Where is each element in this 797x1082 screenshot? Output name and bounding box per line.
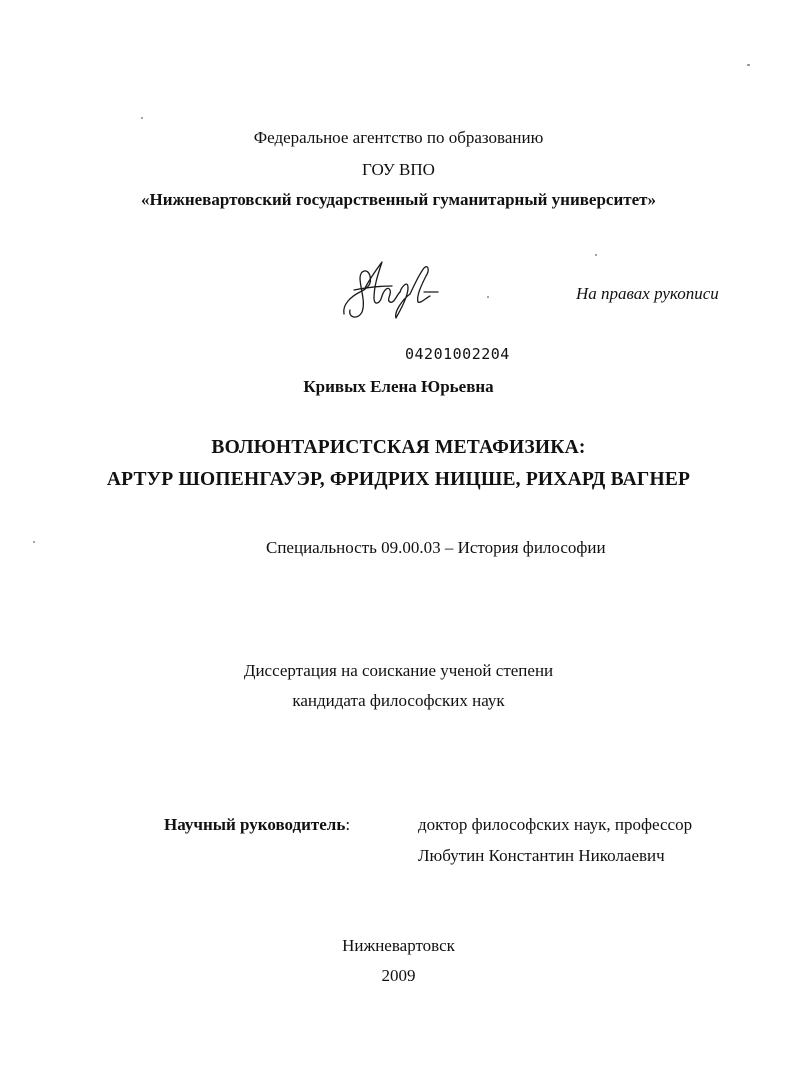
supervisor-label-group	[164, 815, 350, 835]
manuscript-rights-note: На правах рукописи	[576, 284, 719, 303]
author-name: Кривых Елена Юрьевна	[303, 377, 494, 396]
signature-icon	[338, 256, 448, 322]
scan-speck	[595, 254, 597, 256]
supervisor-label: Научный руководитель	[164, 815, 346, 834]
dissertation-title-line1: ВОЛЮНТАРИСТСКАЯ МЕТАФИЗИКА:	[211, 437, 586, 458]
supervisor-credentials: доктор философских наук, профессор	[418, 815, 693, 834]
degree-line1: Диссертация на соискание ученой степени	[243, 661, 554, 680]
scan-speck	[33, 541, 35, 543]
dissertation-title-line2: АРТУР ШОПЕНГАУЭР, ФРИДРИХ НИЦШЕ, РИХАРД ВАГНЕР	[106, 469, 691, 490]
university-name: «Нижневартовский государственный гуманитарный университет»	[140, 190, 657, 209]
scan-speck	[141, 117, 143, 119]
specialty: Специальность 09.00.03 – История философии	[266, 538, 606, 557]
city: Нижневартовск	[342, 936, 455, 955]
year: 2009	[381, 966, 416, 985]
institution-type: ГОУ ВПО	[362, 160, 435, 179]
degree-line2: кандидата философских наук	[292, 691, 505, 710]
scan-speck	[747, 64, 750, 66]
registration-number: 04201002204	[405, 345, 510, 363]
agency-name: Федеральное агентство по образованию	[253, 128, 544, 147]
supervisor-name: Любутин Константин Николаевич	[418, 846, 665, 865]
supervisor-label-colon: :	[345, 815, 351, 834]
scan-speck	[487, 296, 489, 298]
